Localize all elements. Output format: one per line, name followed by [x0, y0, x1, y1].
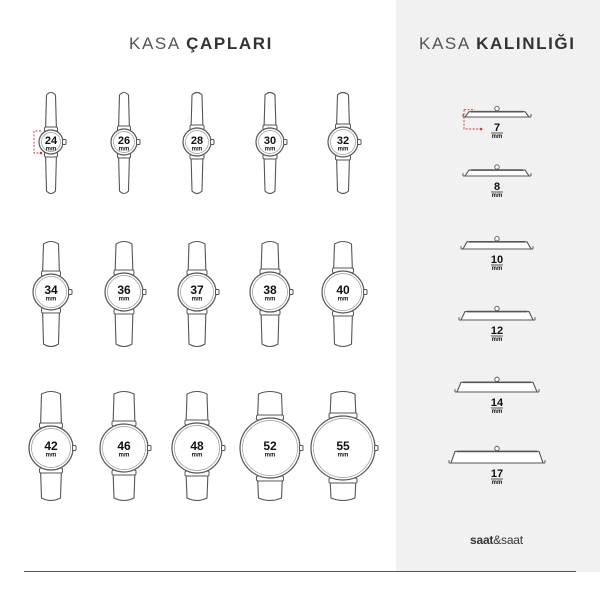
thickness-unit: mm	[491, 193, 503, 199]
diameter-unit: mm	[264, 296, 276, 303]
diameter-unit: mm	[45, 452, 57, 459]
watch-diameter-30	[256, 93, 287, 194]
thickness-unit: mm	[491, 266, 503, 272]
watch-diameter-26	[111, 93, 140, 194]
watch-diameter-34	[33, 242, 72, 347]
crown	[143, 290, 147, 295]
watch-diameter-48	[172, 392, 225, 501]
diameter-unit: mm	[45, 146, 57, 153]
watch-diameter-36	[105, 242, 146, 347]
title-diameter-bold: ÇAPLARI	[186, 34, 273, 53]
crown	[375, 446, 379, 451]
crown	[495, 237, 499, 241]
diameter-value: 26	[117, 135, 131, 147]
diameter-value: 24	[44, 135, 58, 147]
crown	[300, 446, 304, 451]
case-side	[461, 312, 533, 320]
thickness-value: 14	[490, 397, 504, 409]
strap-lower	[119, 153, 130, 194]
title-thickness-light: KASA	[419, 34, 477, 53]
crown	[495, 106, 499, 110]
crown	[495, 306, 499, 310]
watch-diameter-32	[328, 93, 361, 194]
case-side	[451, 451, 543, 463]
diameter-unit: mm	[337, 452, 349, 459]
diameter-unit: mm	[337, 296, 349, 303]
crown	[495, 446, 499, 450]
watch-diameter-42	[29, 392, 76, 501]
case-side	[465, 170, 529, 176]
crown	[495, 377, 499, 381]
crown	[495, 165, 499, 169]
brand-part-2: &saat	[493, 533, 523, 547]
watch-diameter-28	[183, 93, 214, 194]
thickness-unit: mm	[491, 337, 503, 343]
strap-lower	[46, 152, 57, 194]
diameter-unit: mm	[337, 146, 349, 153]
strap-lower	[264, 154, 276, 194]
crown	[364, 290, 368, 295]
diameter-value: 30	[263, 135, 277, 147]
diameter-value: 32	[336, 135, 350, 147]
case-profile-10	[461, 237, 533, 272]
diameter-value: 36	[117, 283, 131, 297]
crown	[148, 446, 152, 451]
diameter-value: 55	[336, 439, 350, 453]
diameter-value: 34	[44, 283, 58, 297]
strap-upper	[264, 93, 276, 131]
strap-upper	[46, 93, 57, 133]
crown	[358, 140, 362, 145]
crown	[284, 140, 288, 145]
watch-diameter-37	[178, 242, 219, 347]
crown	[290, 290, 294, 295]
diameter-unit: mm	[45, 296, 57, 303]
bottom-divider	[24, 571, 576, 572]
title-thickness-bold: KALINLIĞI	[476, 34, 576, 53]
watch-diameter-52	[240, 392, 303, 501]
watch-diameter-24	[34, 93, 66, 194]
case-side	[465, 112, 529, 117]
watch-diameter-38	[250, 242, 293, 347]
thickness-value: 8	[493, 181, 501, 193]
crown	[222, 446, 226, 451]
crown	[63, 140, 67, 145]
case-profile-12	[459, 306, 535, 343]
crown	[73, 446, 77, 451]
diameter-unit: mm	[191, 146, 203, 153]
diameter-value: 46	[117, 439, 131, 453]
crown	[216, 290, 220, 295]
diameter-unit: mm	[191, 452, 203, 459]
thickness-unit: mm	[491, 134, 503, 140]
thickness-unit: mm	[491, 480, 503, 486]
diameter-unit: mm	[191, 296, 203, 303]
watch-diameter-55	[311, 392, 378, 501]
diameter-unit: mm	[264, 146, 276, 153]
diameter-unit: mm	[118, 146, 130, 153]
case-profile-7	[463, 106, 531, 140]
diameter-value: 48	[190, 439, 204, 453]
diameter-indicator-dot	[40, 152, 43, 155]
case-profile-8	[463, 165, 531, 199]
crown	[137, 140, 141, 145]
thickness-value: 10	[490, 254, 504, 266]
strap-lower	[115, 309, 133, 347]
diameter-value: 28	[190, 135, 204, 147]
brand-part-1: saat	[470, 533, 494, 547]
thickness-unit: mm	[491, 409, 503, 415]
thickness-value: 17	[490, 468, 504, 480]
thickness-value: 7	[493, 122, 501, 134]
crown	[69, 290, 73, 295]
watch-diameter-40	[322, 242, 367, 347]
case-profile-14	[455, 377, 539, 415]
title-diameter-light: KASA	[129, 34, 187, 53]
strap-lower	[188, 309, 206, 347]
diameter-value: 40	[336, 283, 350, 297]
brand-logo	[470, 533, 523, 547]
case-side	[457, 382, 537, 392]
strap-lower	[43, 308, 60, 347]
case-profile-17	[449, 446, 545, 486]
diameter-unit: mm	[118, 452, 130, 459]
diameter-value: 38	[263, 283, 277, 297]
crown	[211, 140, 215, 145]
thickness-value: 12	[490, 325, 504, 337]
watch-diameter-46	[100, 392, 151, 501]
diameter-unit: mm	[264, 452, 276, 459]
thickness-indicator-dot	[480, 128, 483, 131]
diameter-value: 37	[190, 283, 204, 297]
case-side	[463, 242, 531, 249]
strap-upper	[191, 93, 203, 131]
strap-lower	[337, 155, 350, 194]
diameter-value: 52	[263, 439, 277, 453]
diameter-value: 42	[44, 439, 58, 453]
strap-upper	[119, 93, 130, 132]
strap-lower	[191, 154, 203, 194]
diameter-unit: mm	[118, 296, 130, 303]
